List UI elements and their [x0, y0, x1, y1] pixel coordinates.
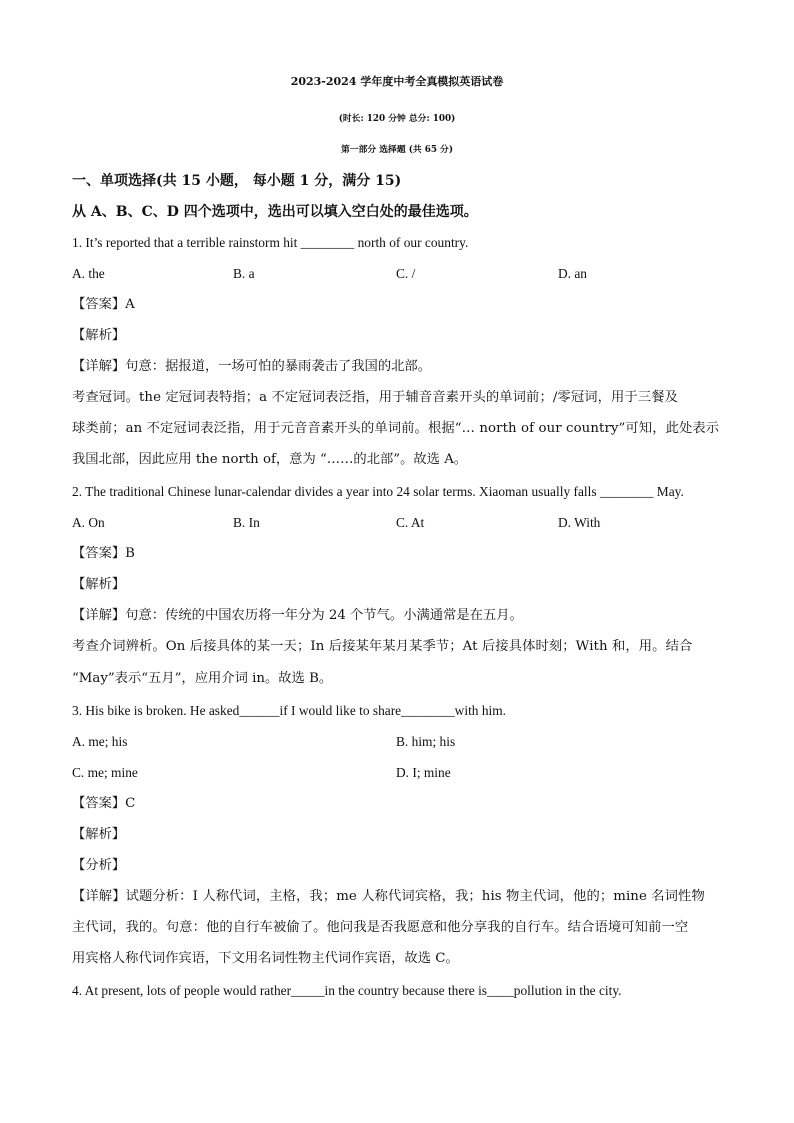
question-1-detail-line: 考查冠词。the 定冠词表特指；a 不定冠词表泛指，用于辅音音素开头的单词前；/零冠词，用于三餐及: [72, 390, 679, 405]
question-3-option-a: A. me; his: [72, 734, 128, 749]
section-instruction: 从 A、B、C、D 四个选项中，选出可以填入空白处的最佳选项。: [72, 204, 478, 220]
question-1-detail-line: 球类前；an 不定冠词表泛指，用于元音音素开头的单词前。根据“… north of our country”可知，此处表示: [72, 421, 720, 436]
question-2-option-a: A. On: [72, 515, 105, 530]
question-3-detail-line: 用宾格人称代词作宾语，下文用名词性物主代词作宾语，故选 C。: [72, 951, 459, 966]
question-3-detail-line: 【详解】试题分析：I 人称代词，主格，我；me 人称代词宾格，我；his 物主代词，他的；mine 名词性物: [72, 889, 705, 904]
question-2-option-d: D. With: [558, 515, 601, 530]
question-3-analysis-label: 【解析】: [72, 827, 126, 842]
question-3-fenxi-label: 【分析】: [72, 858, 126, 873]
question-2-detail-line: 考查介词辨析。On 后接具体的某一天；In 后接某年某月某季节；At 后接具体时刻；With 和，用。结合: [72, 639, 693, 654]
question-1-analysis-label: 【解析】: [72, 328, 126, 343]
question-1-detail-line: 【详解】句意：据报道，一场可怕的暴雨袭击了我国的北部。: [72, 359, 432, 374]
question-2-detail-line: “May”表示“五月”，应用介词 in。故选 B。: [72, 671, 333, 686]
question-3-option-c: C. me; mine: [72, 765, 138, 780]
question-2-option-c: C. At: [396, 515, 425, 530]
question-3-stem: 3. His bike is broken. He asked______if I would like to share________with him.: [72, 703, 507, 718]
question-1-option-d: D. an: [558, 266, 588, 281]
question-3-detail-line: 主代词，我的。句意：他的自行车被偷了。他问我是否我愿意和他分享我的自行车。结合语境可知前一空: [72, 920, 689, 935]
question-3-option-d: D. I; mine: [396, 765, 451, 780]
question-1-option-a: A. the: [72, 266, 105, 281]
question-2-analysis-label: 【解析】: [72, 577, 126, 592]
exam-meta: (时长: 120 分钟 总分: 100): [338, 114, 456, 124]
question-3-option-b: B. him; his: [396, 734, 456, 749]
question-1-answer: 【答案】A: [72, 297, 135, 312]
question-2-answer: 【答案】B: [72, 546, 135, 561]
question-1-detail-line: 我国北部，因此应用 the north of，意为 “……的北部”。故选 A。: [72, 452, 468, 467]
question-2-option-b: B. In: [233, 515, 260, 530]
question-4-stem: 4. At present, lots of people would rather_____in the country because there is____pollution in the city.: [72, 983, 622, 998]
section-heading: 一、单项选择(共 15 小题， 每小题 1 分，满分 15): [72, 173, 402, 189]
question-2-stem: 2. The traditional Chinese lunar-calendar divides a year into 24 solar terms. Xiaoman usually falls ________ May.: [72, 484, 684, 499]
exam-title: 2023-2024 学年度中考全真模拟英语试卷: [290, 75, 504, 88]
question-1-option-b: B. a: [233, 266, 255, 281]
question-1-stem: 1. It’s reported that a terrible rainstorm hit ________ north of our country.: [72, 235, 469, 250]
question-3-answer: 【答案】C: [72, 796, 136, 811]
question-1-option-c: C. /: [396, 266, 416, 281]
question-2-detail-line: 【详解】句意：传统的中国农历将一年分为 24 个节气。小满通常是在五月。: [72, 608, 523, 623]
part-heading: 第一部分 选择题 (共 65 分): [341, 145, 453, 155]
